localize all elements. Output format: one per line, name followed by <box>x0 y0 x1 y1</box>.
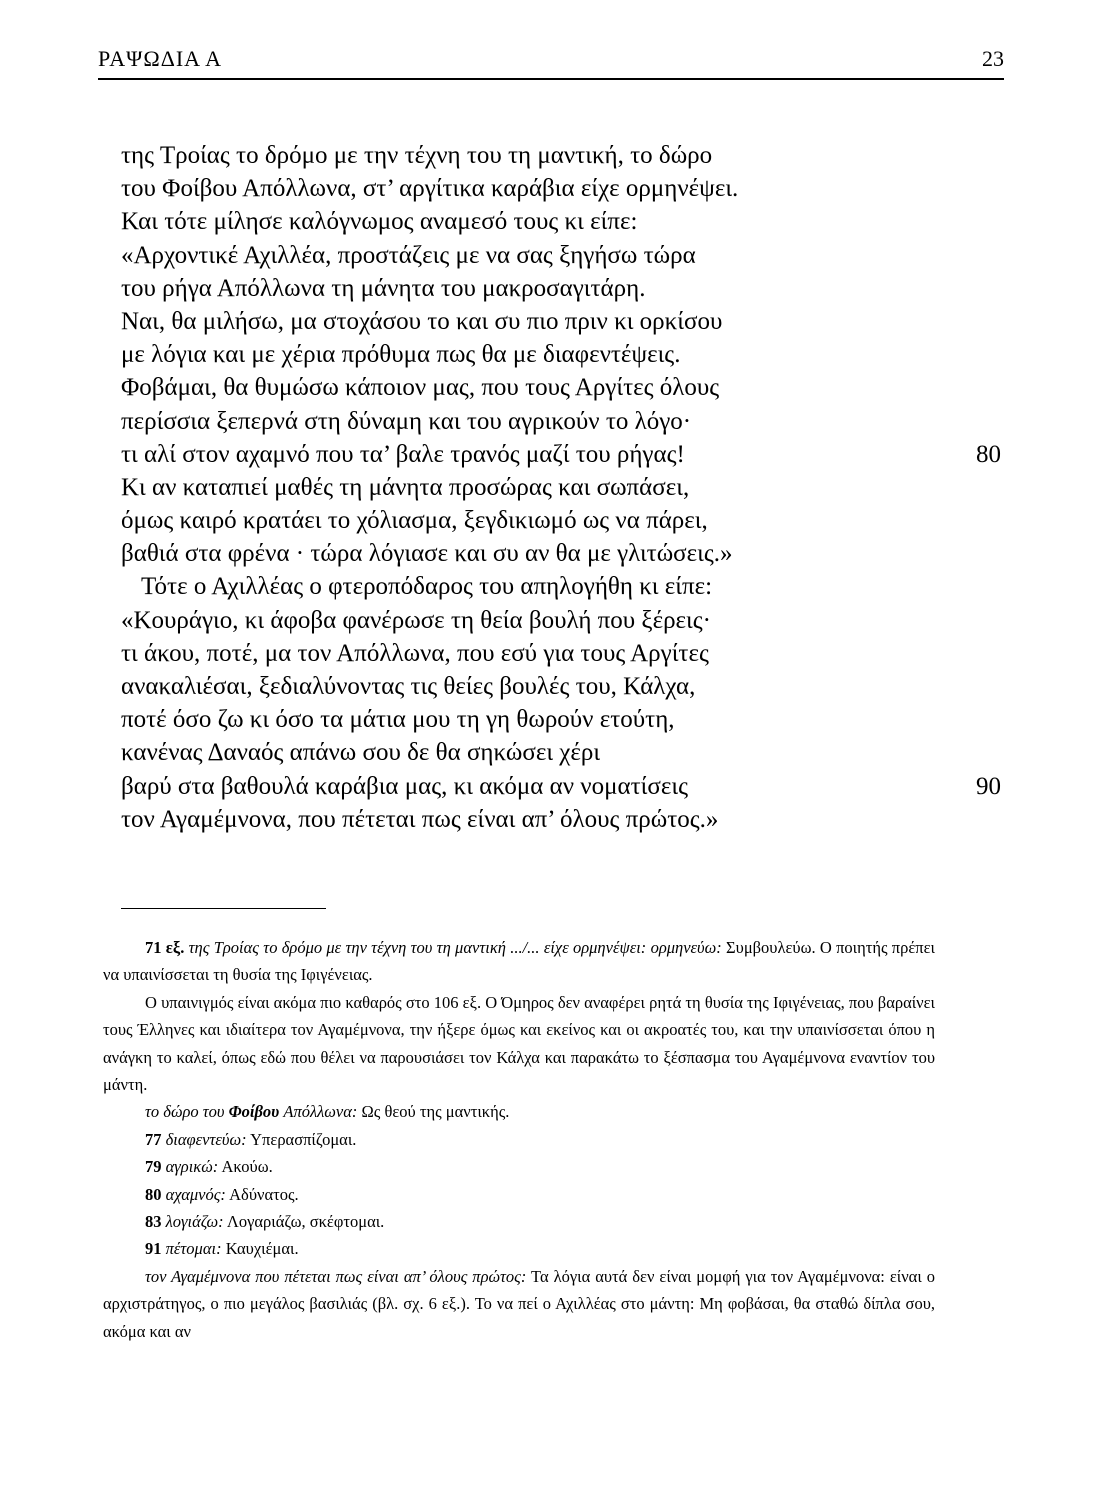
note-text: Λογαριάζω, σκέφτομαι. <box>226 1212 385 1232</box>
note-91 <box>103 1235 935 1262</box>
footnote-separator <box>121 908 326 909</box>
verse-text: βαθιά στα φρένα · τώρα λόγιασε και συ αν θα με γλιτώσεις.» <box>121 540 733 568</box>
verse-text: με λόγια και με χέρια πρόθυμα πως θα με διαφεντέψεις. <box>121 341 681 369</box>
note-text: Ακούω. <box>221 1157 273 1177</box>
verse-text: τι αλί στον αχαμνό που τα’ βαλε τρανός μαζί του ρήγας! <box>121 440 685 468</box>
verse-text: τον Αγαμέμνονα, που πέτεται πως είναι απ’ όλους πρώτος.» <box>121 805 719 833</box>
note-doro <box>103 1098 935 1125</box>
verse-line <box>121 405 1011 438</box>
verse-line <box>121 139 1011 172</box>
note-lemma: αγρικώ: <box>165 1157 219 1177</box>
verse-line <box>121 770 1011 803</box>
note-paragraph: Ο υπαινιγμός είναι ακόμα πιο καθαρός στο 106 εξ. Ο Όμηρος δεν αναφέρει ρητά τη θυσία της Ιφιγένειας, που βαραίνει τους Έλληνες και ιδιαίτερα τον Αγαμέμνονα, την ήξερε όμως και εκείνος και οι ακροατές του, και την υπαινίσσεται όπου η ανάγκη το καλεί, όπως εδώ που θέλει να παρουσιάσει τον Κάλχα και παρακάτω το ξέσπασμα του Αγαμέμνονα εναντίον του μάντη. <box>103 992 935 1095</box>
note-77 <box>103 1126 935 1153</box>
verse-line <box>121 272 1011 305</box>
verse-text: Και τότε μίλησε καλόγνωμος αναμεσό τους κι είπε: <box>121 208 638 236</box>
verse-text: ποτέ όσο ζω κι όσο τα μάτια μου τη γη θωρούν ετούτη, <box>121 706 675 734</box>
note-text: Υπερασπίζομαι. <box>250 1129 357 1149</box>
note-text: Συμβουλεύω. Ο ποιητής πρέπει να υπαινίσσεται τη θυσία της Ιφιγένειας. <box>103 938 935 985</box>
verse-text: Τότε ο Αχιλλέας ο φτεροπόδαρος του απηλογήθη κι είπε: <box>141 573 713 601</box>
page-header <box>98 44 1004 80</box>
note-number: 83 <box>145 1212 162 1232</box>
note-lemma: Απόλλωνα: <box>283 1102 358 1122</box>
verse-line <box>121 205 1011 238</box>
note-80 <box>103 1181 935 1208</box>
verse-line <box>121 736 1011 769</box>
line-number: 80 <box>976 440 1001 468</box>
verse-line <box>121 338 1011 371</box>
verse-text: Φοβάμαι, θα θυμώσω κάποιον μας, που τους Αργίτες όλους <box>121 374 720 402</box>
verse-text: κανένας Δαναός απάνω σου δε θα σηκώσει χέρι <box>121 739 601 767</box>
verse-text: βαρύ στα βαθουλά καράβια μας, κι ακόμα αν νοματίσεις <box>121 772 688 800</box>
note-number: 79 <box>145 1157 162 1177</box>
note-text: Ως θεού της μαντικής. <box>361 1102 510 1122</box>
verse-line <box>121 537 1011 570</box>
verse-line <box>121 670 1011 703</box>
note-text: Τα λόγια αυτά δεν είναι μομφή για τον Αγαμέμνονα: είναι ο αρχιστράτηγος, ο πιο μεγάλος βασιλιάς (βλ. σχ. 6 εξ.). Το να πεί ο Αχιλλέας στο μάντη: Μη φοβάσαι, θα σταθώ δίπλα σου, ακόμα και αν <box>103 1266 935 1341</box>
verse-text: «Κουράγιο, κι άφοβα φανέρωσε τη θεία βουλή που ξέρεις· <box>121 606 711 634</box>
note-number: 77 <box>145 1129 162 1149</box>
note-79 <box>103 1153 935 1180</box>
verse-line <box>121 172 1011 205</box>
verse-line <box>121 703 1011 736</box>
verse-text: «Αρχοντικέ Αχιλλέα, προστάζεις με να σας ξηγήσω τώρα <box>121 241 696 269</box>
note-lemma: λογιάζω: <box>165 1212 224 1232</box>
note-lemma: της Τροίας το δρόμο με την τέχνη του τη μαντική .../... είχε ορμηνέψει: ορμηνεύω: <box>188 938 722 957</box>
verse-text: Κι αν καταπιεί μαθές τη μάνητα προσώρας και σωπάσει, <box>121 473 690 501</box>
verse-line <box>121 570 1011 603</box>
chapter-title: ΡΑΨΩΔΙΑ Α <box>98 46 223 71</box>
note-lemma: τον Αγαμέμνονα που πέτεται πως είναι απ’ όλους πρώτος: <box>145 1266 527 1286</box>
note-lemma: το δώρο του <box>145 1102 225 1122</box>
verse-text: του Φοίβου Απόλλωνα, στ’ αργίτικα καράβια είχε ορμηνέψει. <box>121 175 739 203</box>
note-agamemnon <box>103 1263 935 1345</box>
note-83 <box>103 1208 935 1235</box>
verse-text: του ρήγα Απόλλωνα τη μάνητα του μακροσαγιτάρη. <box>121 274 646 302</box>
note-text: Αδύνατος. <box>229 1184 299 1204</box>
page-number: 23 <box>982 46 1004 71</box>
verse-line <box>121 305 1011 338</box>
note-number: 91 <box>145 1239 162 1259</box>
verse-text: της Τροίας το δρόμο με την τέχνη του τη μαντική, το δώρο <box>121 142 713 169</box>
verse-line <box>121 239 1011 272</box>
note-71 <box>103 934 935 989</box>
poem-verses <box>121 139 1011 836</box>
verse-line <box>121 471 1011 504</box>
verse-text: ανακαλιέσαι, ξεδιαλύνοντας τις θείες βουλές του, Κάλχα, <box>121 673 696 700</box>
verse-line <box>121 371 1011 404</box>
verse-line <box>121 637 1011 670</box>
note-number: 71 εξ. <box>145 938 185 957</box>
line-number: 90 <box>976 772 1001 800</box>
verse-line <box>121 803 1011 836</box>
verse-text: περίσσια ξεπερνά στη δύναμη και του αγρικούν το λόγο· <box>121 407 692 435</box>
note-number: 80 <box>145 1184 162 1204</box>
note-lemma-bold: Φοίβου <box>228 1102 280 1122</box>
footnotes <box>103 934 935 1345</box>
note-lemma: αχαμνός: <box>165 1184 226 1204</box>
note-lemma: διαφεντεύω: <box>165 1129 247 1149</box>
verse-line <box>121 504 1011 537</box>
verse-line <box>121 604 1011 637</box>
verse-line <box>121 438 1011 471</box>
verse-text: Ναι, θα μιλήσω, μα στοχάσου το και συ πιο πριν κι ορκίσου <box>121 307 723 335</box>
verse-text: τι άκου, ποτέ, μα τον Απόλλωνα, που εσύ για τους Αργίτες <box>121 639 709 667</box>
verse-text: όμως καιρό κρατάει το χόλιασμα, ξεγδικιωμό ως να πάρει, <box>121 507 708 535</box>
note-text: Καυχιέμαι. <box>225 1239 299 1259</box>
note-lemma: πέτομαι: <box>165 1239 222 1259</box>
